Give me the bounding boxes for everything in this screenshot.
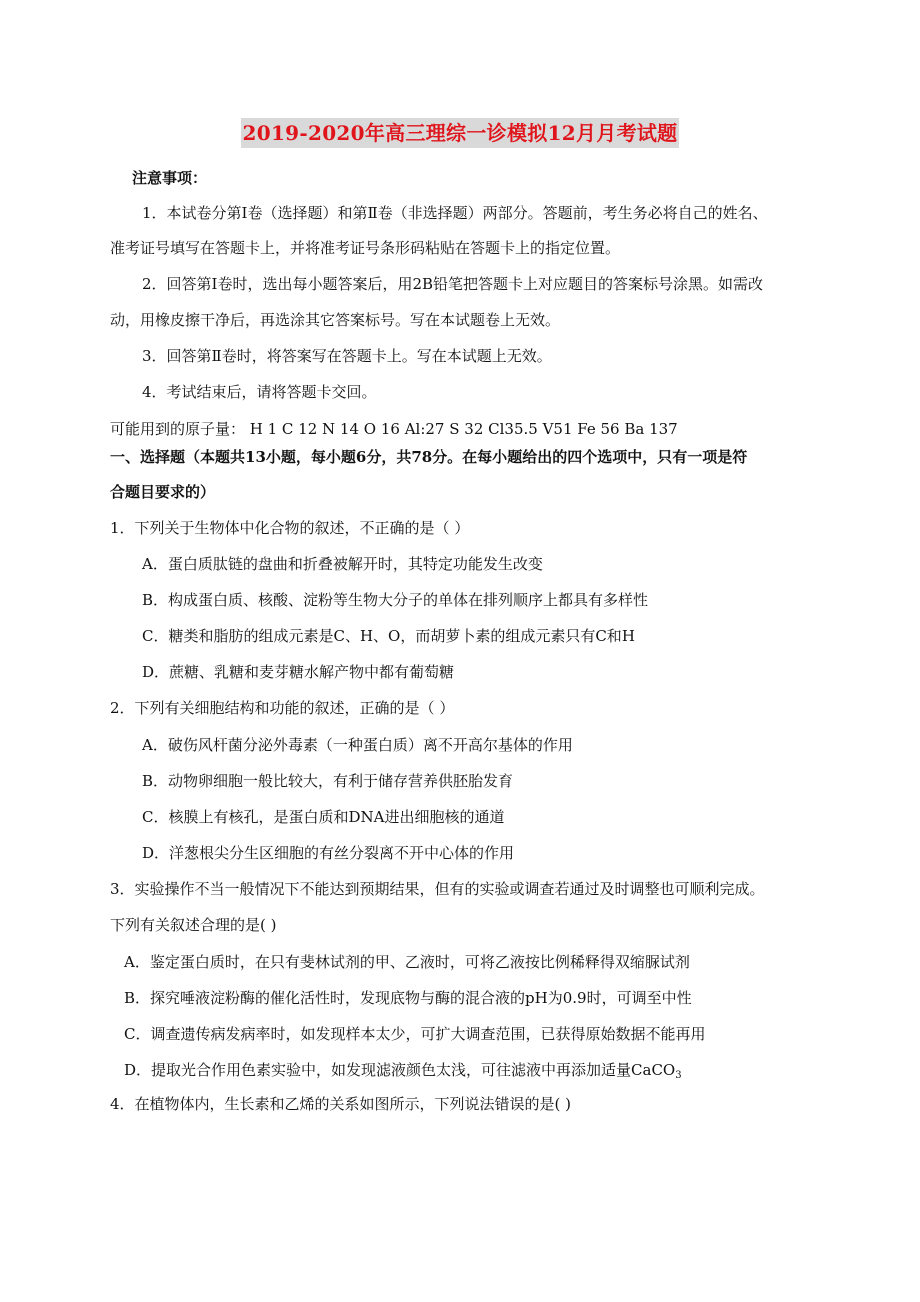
notice-item-2: 2．回答第Ⅰ卷时，选出每小题答案后，用2B铅笔把答题卡上对应题目的答案标号涂黑。如需改: [142, 275, 764, 293]
question-2-option-b: B．动物卵细胞一般比较大，有利于储存营养供胚胎发育: [142, 772, 514, 790]
question-1-stem: 1．下列关于生物体中化合物的叙述，不正确的是（ ）: [110, 519, 470, 537]
notice-item-1: 1．本试卷分第Ⅰ卷（选择题）和第Ⅱ卷（非选择题）两部分。答题前，考生务必将自己的姓名、: [142, 204, 768, 222]
question-2-option-c: C．核膜上有核孔，是蛋白质和DNA进出细胞核的通道: [142, 808, 505, 826]
page-title: 2019-2020年高三理综一诊模拟12月月考试题: [241, 118, 680, 148]
question-3-stem-line-2: 下列有关叙述合理的是( ): [110, 916, 277, 934]
question-2-option-d: D．洋葱根尖分生区细胞的有丝分裂离不开中心体的作用: [142, 844, 515, 862]
question-3-option-d: [124, 1059, 682, 1087]
title-wrapper: [0, 118, 920, 148]
question-2-option-a: A．破伤风杆菌分泌外毒素（一种蛋白质）离不开高尔基体的作用: [142, 736, 573, 754]
notice-heading: 注意事项：: [132, 169, 208, 187]
question-3-option-a: A．鉴定蛋白质时，在只有斐林试剂的甲、乙液时，可将乙液按比例稀释得双缩脲试剂: [124, 953, 690, 971]
question-1-option-c: C．糖类和脂肪的组成元素是C、H、O，而胡萝卜素的组成元素只有C和H: [142, 627, 635, 645]
question-1-option-d: D．蔗糖、乳糖和麦芽糖水解产物中都有葡萄糖: [142, 663, 455, 681]
question-4-stem: 4．在植物体内，生长素和乙烯的关系如图所示，下列说法错误的是( ): [110, 1095, 572, 1113]
question-3-option-b: B．探究唾液淀粉酶的催化活性时，发现底物与酶的混合液的pH为0.9时，可调至中性: [124, 989, 692, 1007]
question-2-stem: 2．下列有关细胞结构和功能的叙述，正确的是（ ）: [110, 699, 455, 717]
question-1-option-a: A．蛋白质肽链的盘曲和折叠被解开时，其特定功能发生改变: [142, 555, 543, 573]
notice-item-3: 3．回答第Ⅱ卷时，将答案写在答题卡上。写在本试题上无效。: [142, 347, 552, 365]
question-3-option-c: C．调查遗传病发病率时，如发现样本太少，可扩大调查范围，已获得原始数据不能再用: [124, 1025, 706, 1043]
question-3-option-d-text: D．提取光合作用色素实验中，如发现滤液颜色太浅，可往滤液中再添加适量CaCO: [124, 1061, 676, 1079]
question-3-option-d-subscript: 3: [675, 1070, 682, 1081]
question-1-option-b: B．构成蛋白质、核酸、淀粉等生物大分子的单体在排列顺序上都具有多样性: [142, 591, 649, 609]
atomic-mass-line: 可能用到的原子量： H 1 C 12 N 14 O 16 Al:27 S 32 Cl35.5 V51 Fe 56 Ba 137: [110, 420, 678, 438]
question-3-stem-line-1: 3．实验操作不当一般情况下不能达到预期结果，但有的实验或调查若通过及时调整也可顺利完成。: [110, 880, 765, 898]
section-heading-line-1: 一、选择题（本题共13小题，每小题6分，共78分。在每小题给出的四个选项中，只有一项是符: [110, 448, 748, 466]
notice-item-4: 4．考试结束后，请将答题卡交回。: [142, 383, 377, 401]
section-heading-line-2: 合题目要求的）: [110, 483, 216, 501]
notice-item-2-cont: 动，用橡皮擦干净后，再选涂其它答案标号。写在本试题卷上无效。: [110, 311, 561, 329]
notice-item-1-cont: 准考证号填写在答题卡上，并将准考证号条形码粘贴在答题卡上的指定位置。: [110, 239, 621, 257]
